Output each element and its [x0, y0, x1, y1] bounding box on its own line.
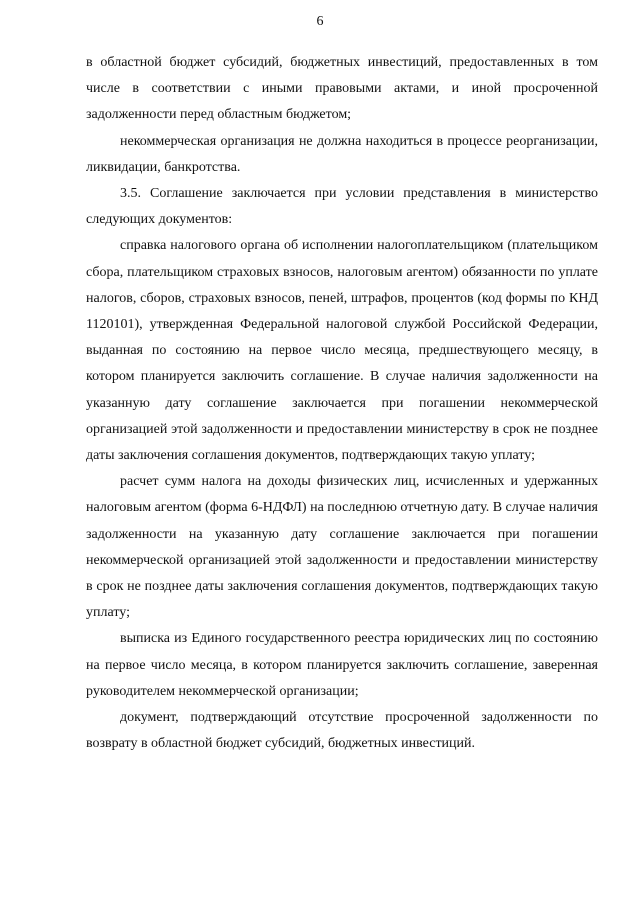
paragraph-no-reorganization: некоммерческая организация не должна находиться в процессе реорганизации, ликвидации, банкротства. — [86, 133, 598, 175]
paragraph-continuation: в областной бюджет субсидий, бюджетных инвестиций, предоставленных в том числе в соответствии с иными правовыми актами, и иной просроченной задолженности перед областным бюджетом; — [86, 55, 598, 123]
document-body — [86, 50, 598, 757]
paragraph-tax-certificate: справка налогового органа об исполнении налогоплательщиком (плательщиком сбора, плательщиком страховых взносов, налоговым агентом) обязанности по уплате налогов, сборов, страховых взносов, пеней, штрафов, процентов (код формы по КНД 1120101), утвержденная Федеральной налоговой службой Российской Федерации, выданная по состоянию на первое число месяца, предшествующего месяцу, в котором планируется заключить соглашение. В случае наличия задолженности на указанную дату соглашение заключается при погашении некоммерческой организацией этой задолженности и предоставлении министерству в срок не позднее даты заключения соглашения документов, подтверждающих такую уплату; — [86, 238, 598, 464]
paragraph-no-overdue-debt: документ, подтверждающий отсутствие просроченной задолженности по возврату в областной бюджет субсидий, бюджетных инвестиций. — [86, 710, 598, 752]
paragraph-6-ndfl: расчет сумм налога на доходы физических лиц, исчисленных и удержанных налоговым агентом (форма 6-НДФЛ) на последнюю отчетную дату. В случае наличия задолженности на указанную дату соглашение заключается при погашении некоммерческой организацией этой задолженности и предоставлении министерству в срок не позднее даты заключения соглашения документов, подтверждающих такую уплату; — [86, 474, 598, 621]
paragraph-clause-3-5: 3.5. Соглашение заключается при условии представления в министерство следующих документов: — [86, 186, 598, 228]
paragraph-egrul-extract: выписка из Единого государственного реестра юридических лиц по состоянию на первое число месяца, в котором планируется заключить соглашение, заверенная руководителем некоммерческой организации; — [86, 631, 598, 699]
page-number: 6 — [316, 14, 324, 29]
